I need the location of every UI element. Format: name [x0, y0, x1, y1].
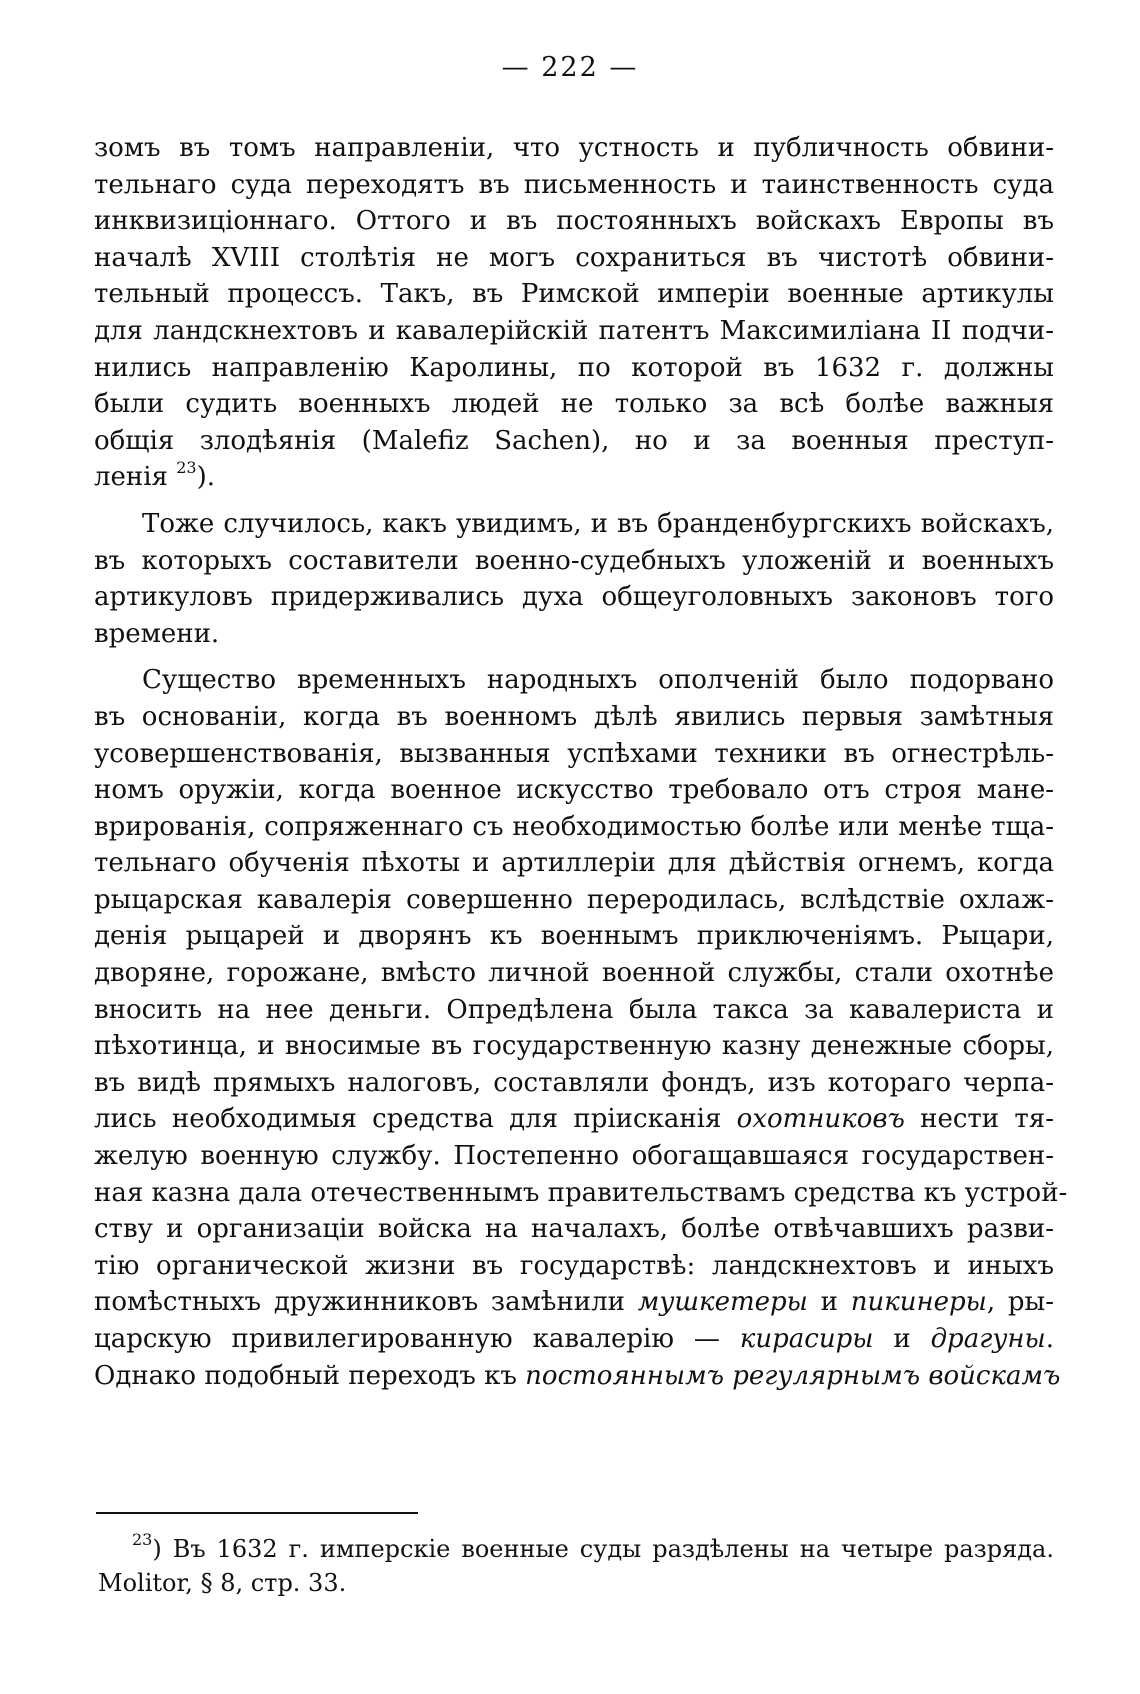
footnote-ref: 23	[176, 458, 197, 478]
text-line: инквизицiоннаго. Оттого и въ постоянныхъ войскахъ Европы въ	[94, 206, 1054, 237]
text-line	[94, 1101, 1054, 1138]
text-line	[94, 1358, 1061, 1395]
text-line: номъ оружiи, когда военное искусство требовало отъ строя мане-	[94, 775, 1054, 806]
footnote-marker: 23	[132, 1530, 153, 1549]
text-line: ству и организацiи войска на началахъ, болѣе отвѣчавшихъ разви-	[94, 1214, 1054, 1245]
text-fragment: нести тя-	[904, 1104, 1054, 1135]
text-fragment: .	[1045, 1324, 1054, 1354]
paragraph	[94, 662, 1068, 1394]
text-line: въ видѣ прямыхъ налоговъ, составляли фондъ, изъ котораго черпа-	[94, 1067, 1054, 1098]
text-line: началѣ XVIII столѣтiя не могъ сохраниться въ чистотѣ обвини-	[94, 242, 1054, 273]
emphasis: кирасиры	[739, 1324, 874, 1354]
text-line: нились направленiю Каролины, по которой въ 1632 г. должны	[94, 352, 1054, 383]
footnote	[98, 1532, 1054, 1600]
text-line	[94, 1321, 1054, 1358]
emphasis: постояннымъ регулярнымъ войскамъ	[525, 1360, 1061, 1391]
text-fragment: Однако подобный переходъ къ	[94, 1360, 526, 1391]
text-fragment: , ры-	[986, 1287, 1055, 1318]
text-line	[94, 1284, 1054, 1321]
text-line: врированiя, сопряженнаго съ необходимостью болѣе или менѣе тща-	[94, 811, 1054, 842]
text-fragment: лись необходимыя средства для прiисканiя	[94, 1104, 737, 1135]
text-fragment: ).	[196, 462, 215, 493]
emphasis: мушкетеры	[637, 1287, 808, 1318]
text-fragment: и	[873, 1324, 931, 1354]
page-number: — 222 —	[501, 52, 639, 83]
text-line: дворяне, горожане, вмѣсто личной военной службы, стали охотнѣе	[94, 958, 1054, 989]
text-fragment: помѣстныхъ дружинниковъ замѣнили	[94, 1287, 638, 1318]
text-line: были судить военныхъ людей не только за всѣ болѣе важныя	[94, 389, 1054, 420]
text-fragment: и	[807, 1287, 851, 1318]
text-line: тельный процессъ. Такъ, въ Римской имперiи военные артикулы	[94, 279, 1054, 310]
text-line: общiя злодѣянiя (Malefiz Sachen), но и за военныя преступ-	[94, 425, 1054, 456]
text-line	[94, 459, 1054, 496]
text-line: пѣхотинца, и вносимые въ государственную казну денежные сборы,	[94, 1031, 1054, 1062]
text-line: артикуловъ придерживались духа общеуголовныхъ законовъ того	[94, 582, 1054, 613]
text-line: для ландскнехтовъ и кавалерiйскiй патентъ Максимилiана II подчи-	[94, 315, 1054, 346]
text-line: времени.	[94, 618, 220, 649]
text-fragment: ленiя	[94, 462, 177, 493]
text-line: зомъ въ томъ направленiи, что устность и публичность обвини-	[94, 133, 1054, 163]
footnote-line: Molitor, § 8, стр. 33.	[98, 1569, 347, 1597]
footnote-line	[98, 1532, 1054, 1566]
paragraph	[94, 506, 1054, 652]
text-line: ная казна дала отечественнымъ правительствамъ средства къ устрой-	[94, 1177, 1068, 1208]
text-line: денiя рыцарей и дворянъ къ военнымъ приключенiямъ. Рыцари,	[94, 921, 1054, 952]
paragraph	[94, 130, 1054, 496]
text-line: Тоже случилось, какъ увидимъ, и въ бранденбургскихъ войскахъ,	[142, 508, 1054, 539]
text-line: въ которыхъ составители военно-судебныхъ уложенiй и военныхъ	[94, 545, 1054, 576]
text-line: вносить на нее деньги. Опредѣлена была такса за кавалериста и	[94, 994, 1054, 1025]
text-line: усовершенствованiя, вызванныя успѣхами техники въ огнестрѣль-	[94, 738, 1054, 769]
text-line: тiю органической жизни въ государствѣ: ландскнехтовъ и иныхъ	[94, 1250, 1054, 1281]
text-fragment: ) Въ 1632 г. имперскiе военные суды раздѣлены на четыре разряда.	[152, 1535, 1054, 1563]
text-line: Существо временныхъ народныхъ ополченiй было подорвано	[142, 665, 1054, 696]
emphasis: пикинеры	[850, 1287, 987, 1318]
emphasis: драгуны	[930, 1324, 1046, 1354]
body-text	[94, 130, 1068, 1394]
text-line: рыцарская кавалерiя совершенно переродилась, вслѣдствiе охлаж-	[94, 884, 1054, 915]
text-line: въ основанiи, когда въ военномъ дѣлѣ явились первыя замѣтныя	[94, 701, 1054, 732]
footnote-divider	[96, 1512, 418, 1514]
text-line: желую военную службу. Постепенно обогащавшаяся государствен-	[94, 1141, 1054, 1172]
emphasis: охотниковъ	[736, 1104, 905, 1135]
text-fragment: царскую привилегированную кавалерiю —	[94, 1324, 740, 1354]
text-line: тельнаго обученiя пѣхоты и артиллерiи для дѣйствiя огнемъ, когда	[94, 848, 1054, 879]
text-line: тельнаго суда переходятъ въ письменность и таинственность суда	[94, 169, 1054, 200]
